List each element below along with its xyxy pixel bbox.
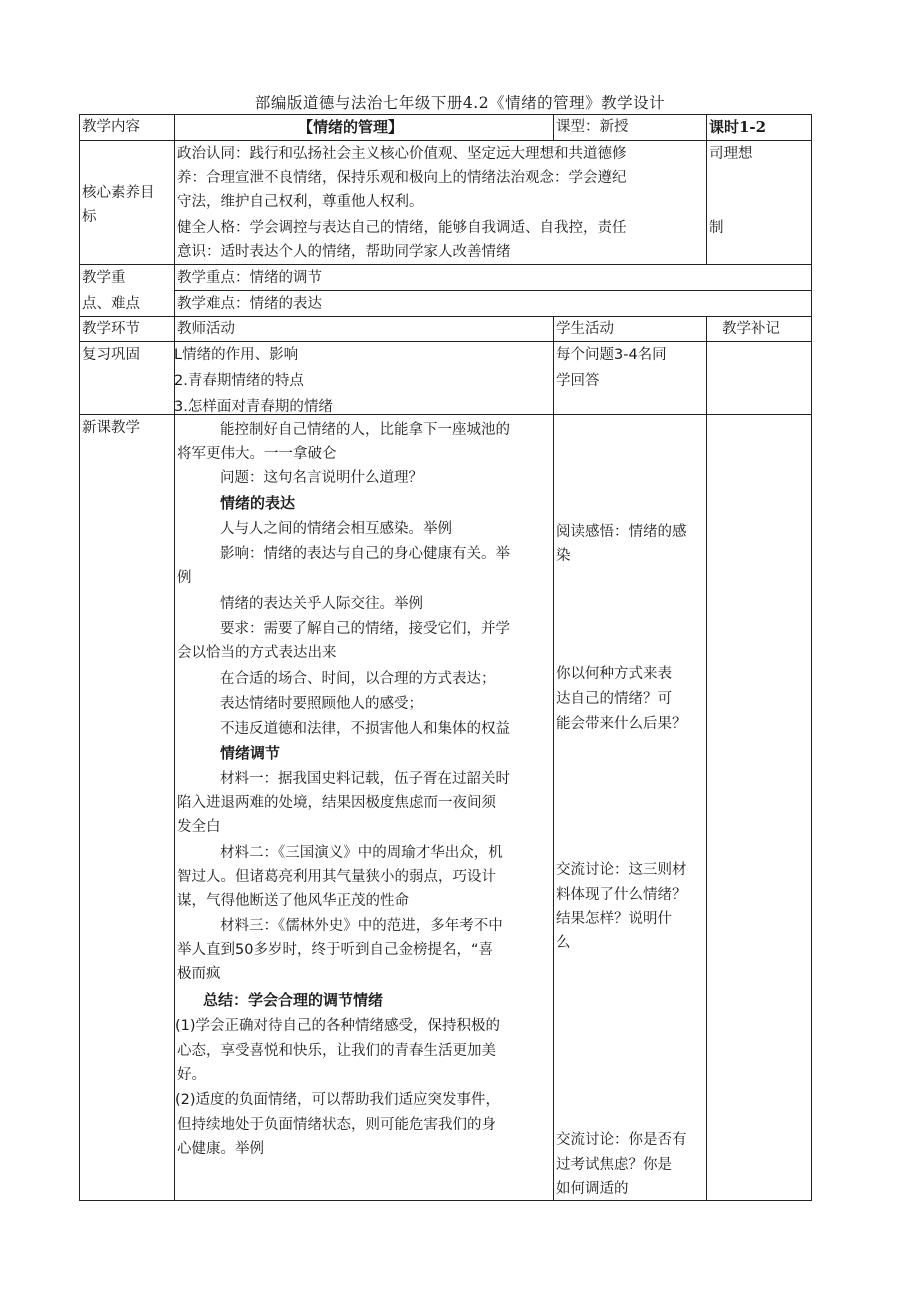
text-line: (1)学会正确对待自己的各种情绪感受，保持积极的	[175, 1018, 501, 1034]
text-line: 材料一：据我国史料记载，伍子胥在过韶关时	[220, 771, 510, 787]
section-heading: 总结：学会合理的调节情绪	[203, 991, 384, 1009]
text-line: 极而疯	[177, 966, 221, 982]
student-line: 交流讨论：你是否有	[556, 1132, 687, 1148]
review-item: L情绪的作用、影响	[174, 347, 299, 363]
newlesson-label: 新课教学	[82, 420, 140, 436]
text-line: 陷入进退两难的处境，结果因极度焦虑而一夜间须	[177, 795, 496, 811]
core-side-line1: 司理想	[709, 146, 753, 162]
student-line: 结果怎样？说明什	[556, 911, 672, 927]
text-line: 材料二：《三国演义》中的周瑜才华出众，机	[220, 845, 503, 861]
student-line: 如何调适的	[556, 1181, 629, 1197]
student-line: 你以何种方式来表	[556, 666, 672, 682]
col-student: 学生活动	[556, 321, 614, 337]
core-side-line2: 制	[709, 220, 724, 236]
text-line: 要求：需要了解自己的情绪，接受它们，并学	[220, 621, 510, 637]
text-line: 好。	[177, 1067, 206, 1083]
text-line: 能控制好自己情绪的人，比能拿下一座城池的	[220, 422, 510, 438]
text-line: 举人直到50多岁时，终于听到自己金榜提名，“喜	[177, 942, 493, 958]
review-student-line2: 学回答	[556, 373, 600, 389]
difficult-point: 教学难点：情绪的表达	[177, 296, 322, 312]
student-line: 交流讨论：这三则材	[556, 862, 687, 878]
focus-label-line1: 教学重	[82, 270, 126, 286]
student-line: 能会带来什么后果？	[556, 716, 687, 732]
section-heading: 情绪的表达	[220, 494, 296, 512]
core-label-line2: 标	[82, 209, 97, 225]
core-line: 守法，维护自己权利，尊重他人权利。	[177, 194, 424, 210]
text-line: 例	[177, 570, 192, 586]
page-title: 部编版道德与法治七年级下册4.2《情绪的管理》教学设计	[254, 94, 666, 112]
text-line: 将军更伟大。一一拿破仑	[177, 446, 337, 462]
student-line: 染	[556, 548, 571, 564]
text-line: 心健康。举例	[177, 1141, 264, 1157]
key-point: 教学重点：情绪的调节	[177, 270, 322, 286]
text-line: 发全白	[177, 819, 221, 835]
core-label-line1: 核心素养目	[82, 185, 155, 201]
text-line: 谋，气得他断送了他风华正茂的性命	[177, 893, 409, 909]
text-line: 但持续地处于负面情绪状态，则可能危害我们的身	[177, 1117, 496, 1133]
text-line: 材料三：《儒林外史》中的范进，多年考不中	[220, 918, 503, 934]
lesson-period: 课时1-2	[709, 118, 767, 136]
text-line: (2)适度的负面情绪，可以帮助我们适应突发事件，	[175, 1092, 501, 1108]
core-line: 健全人格：学会调控与表达自己的情绪，能够自我调适、自我控，责任	[177, 220, 627, 236]
col-teacher: 教师活动	[177, 321, 235, 337]
lesson-name: 【情绪的管理】	[298, 118, 404, 136]
lesson-type: 课型：新授	[556, 119, 629, 135]
text-line: 表达情绪时要照顾他人的感受；	[220, 696, 423, 712]
student-line: 达自己的情绪？可	[556, 691, 672, 707]
text-line: 心态，享受喜悦和快乐，让我们的青春生活更加美	[177, 1043, 496, 1059]
core-line: 意识：适时表达个人的情绪，帮助同学家人改善情绪	[177, 244, 511, 260]
student-line: 过考试焦虑？你是	[556, 1157, 672, 1173]
text-line: 智过人。但诸葛亮利用其气量狭小的弱点，巧设计	[177, 869, 496, 885]
review-student-line1: 每个问题3-4名同	[556, 347, 667, 363]
text-line: 会以恰当的方式表达出来	[177, 645, 337, 661]
core-line: 养：合理宣泄不良情绪，保持乐观和极向上的情绪法治观念：学会遵纪	[177, 170, 627, 186]
content-label: 教学内容	[82, 119, 140, 135]
text-line: 不违反道德和法律，不损害他人和集体的权益	[220, 721, 510, 737]
text-line: 问题：这句名言说明什么道理？	[220, 470, 423, 486]
focus-label-line2: 点、难点	[82, 296, 140, 312]
student-line: 料体现了什么情绪？	[556, 887, 687, 903]
core-line: 政治认同：践行和弘扬社会主义核心价值观、坚定远大理想和共道德修	[177, 146, 627, 162]
section-heading: 情绪调节	[220, 744, 281, 762]
student-line: 么	[556, 935, 571, 951]
text-line: 影响：情绪的表达与自己的身心健康有关。举	[220, 546, 510, 562]
student-line: 阅读感悟：情绪的感	[556, 524, 687, 540]
col-stage: 教学环节	[82, 321, 140, 337]
text-line: 情绪的表达关乎人际交往。举例	[220, 596, 423, 612]
text-line: 人与人之间的情绪会相互感染。举例	[220, 521, 452, 537]
text-line: 在合适的场合、时间，以合理的方式表达；	[220, 671, 496, 687]
review-label: 复习巩固	[82, 347, 140, 363]
review-item: 2.青春期情绪的特点	[174, 373, 304, 389]
review-item: 3.怎样面对青春期的情绪	[174, 399, 333, 415]
col-notes: 教学补记	[722, 321, 780, 337]
